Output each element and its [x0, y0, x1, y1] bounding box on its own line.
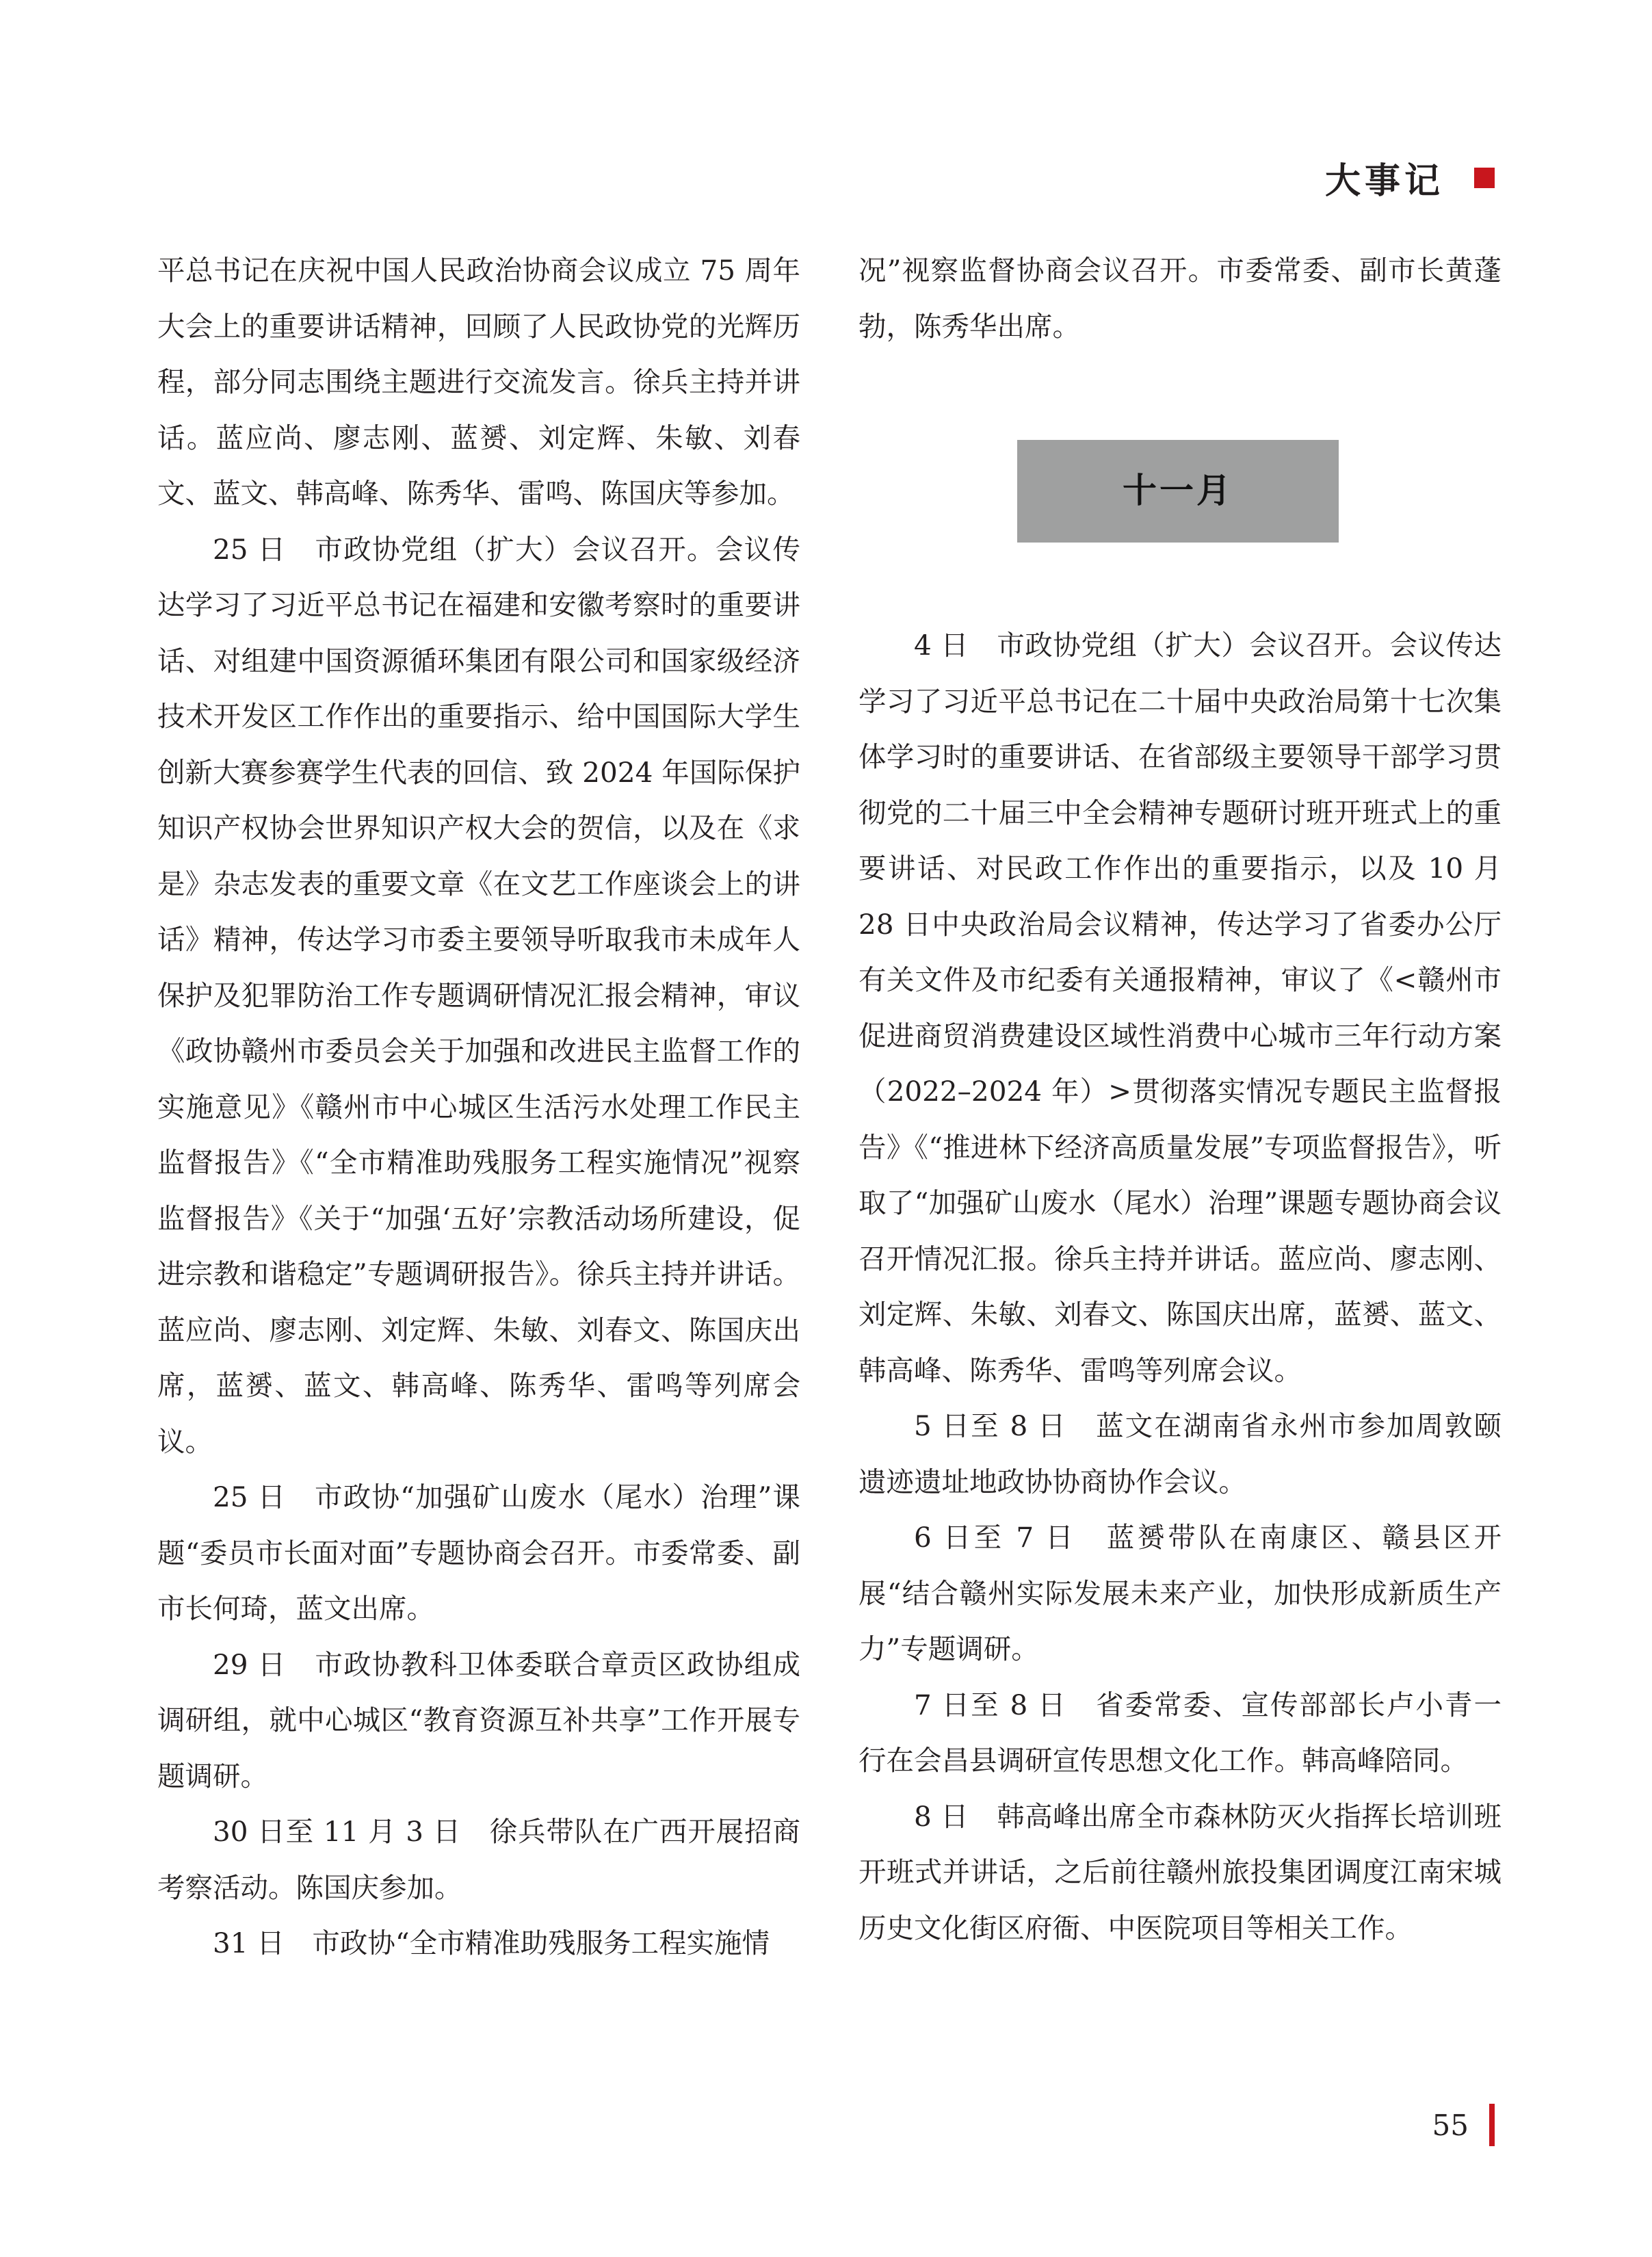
paragraph: 29 日 市政协教科卫体委联合章贡区政协组成调研组，就中心城区“教育资源互补共享”工作开展专题调研。 — [157, 1647, 800, 1792]
paragraph: 5 日至 8 日 蓝文在湖南省永州市参加周敦颐遗迹遗址地政协协商协作会议。 — [858, 1409, 1502, 1498]
red-square-marker — [1474, 168, 1495, 188]
left-column — [157, 243, 800, 1972]
red-bar-marker — [1489, 2104, 1495, 2146]
paragraph: 7 日至 8 日 省委常委、宣传部部长卢小青一行在会昌县调研宣传思想文化工作。韩高峰陪同。 — [858, 1688, 1502, 1777]
paragraph: 平总书记在庆祝中国人民政治协商会议成立 75 周年大会上的重要讲话精神，回顾了人民政协党的光辉历程，部分同志围绕主题进行交流发言。徐兵主持并讲话。蓝应尚、廖志刚、蓝赟、刘定辉、朱敏、刘春文、蓝文、韩高峰、陈秀华、雷鸣、陈国庆等参加。 — [157, 254, 800, 510]
paragraph: 6 日至 7 日 蓝赟带队在南康区、赣县区开展“结合赣州实际发展未来产业，加快形成新质生产力”专题调研。 — [858, 1521, 1502, 1665]
page-number: 55 — [1432, 2108, 1469, 2142]
paragraph: 31 日 市政协“全市精准助残服务工程实施情 — [213, 1927, 770, 1959]
paragraph: 4 日 市政协党组（扩大）会议召开。会议传达学习了习近平总书记在二十届中央政治局第十七次集体学习时的重要讲话、在省部级主要领导干部学习贯彻党的二十届三中全会精神专题研讨班开班式上的重要讲话、对民政工作作出的重要指示，以及 10 月 28 日中央政治局会议精神，传达学习了省委办公厅有关文件及市纪委有关通报精神，审议了《<赣州市促进商贸消费建设区域性消费中心城市三年行动方案（2022–2024 年）>贯彻落实情况专题民主监督报告》《“推进林下经济高质量发展”专项监督报告》，听取了“加强矿山废水（尾水）治理”课题专题协商会议召开情况汇报。徐兵主持并讲话。蓝应尚、廖志刚、刘定辉、朱敏、刘春文、陈国庆出席，蓝赟、蓝文、韩高峰、陈秀华、雷鸣等列席会议。 — [858, 629, 1502, 1387]
right-column — [858, 243, 1502, 1956]
paragraph: 况”视察监督协商会议召开。市委常委、副市长黄蓬勃，陈秀华出席。 — [858, 254, 1502, 343]
paragraph: 8 日 韩高峰出席全市森林防灭火指挥长培训班开班式并讲话，之后前往赣州旅投集团调度江南宋城历史文化街区府衙、中医院项目等相关工作。 — [858, 1799, 1502, 1944]
paragraph: 25 日 市政协“加强矿山废水（尾水）治理”课题“委员市长面对面”专题协商会召开。市委常委、副市长何琦，蓝文出席。 — [157, 1480, 800, 1625]
paragraph: 25 日 市政协党组（扩大）会议召开。会议传达学习了习近平总书记在福建和安徽考察时的重要讲话、对组建中国资源循环集团有限公司和国家级经济技术开发区工作作出的重要指示、给中国国际大学生创新大赛参赛学生代表的回信、致 2024 年国际保护知识产权协会世界知识产权大会的贺信，以及在《求是》杂志发表的重要文章《在文艺工作座谈会上的讲话》精神，传达学习市委主要领导听取我市未成年人保护及犯罪防治工作专题调研情况汇报会精神，审议《政协赣州市委员会关于加强和改进民主监督工作的实施意见》《赣州市中心城区生活污水处理工作民主监督报告》《“全市精准助残服务工程实施情况”视察监督报告》《关于“加强‘五好’宗教活动场所建设，促进宗教和谐稳定”专题调研报告》。徐兵主持并讲话。蓝应尚、廖志刚、刘定辉、朱敏、刘春文、陈国庆出席，蓝赟、蓝文、韩高峰、陈秀华、雷鸣等列席会议。 — [157, 532, 800, 1458]
paragraph: 30 日至 11 月 3 日 徐兵带队在广西开展招商考察活动。陈国庆参加。 — [157, 1815, 800, 1904]
page-header — [1325, 152, 1495, 203]
page-footer — [1432, 2104, 1495, 2146]
section-title: 大事记 — [1324, 161, 1444, 202]
month-heading: 十一月 — [1017, 440, 1339, 543]
